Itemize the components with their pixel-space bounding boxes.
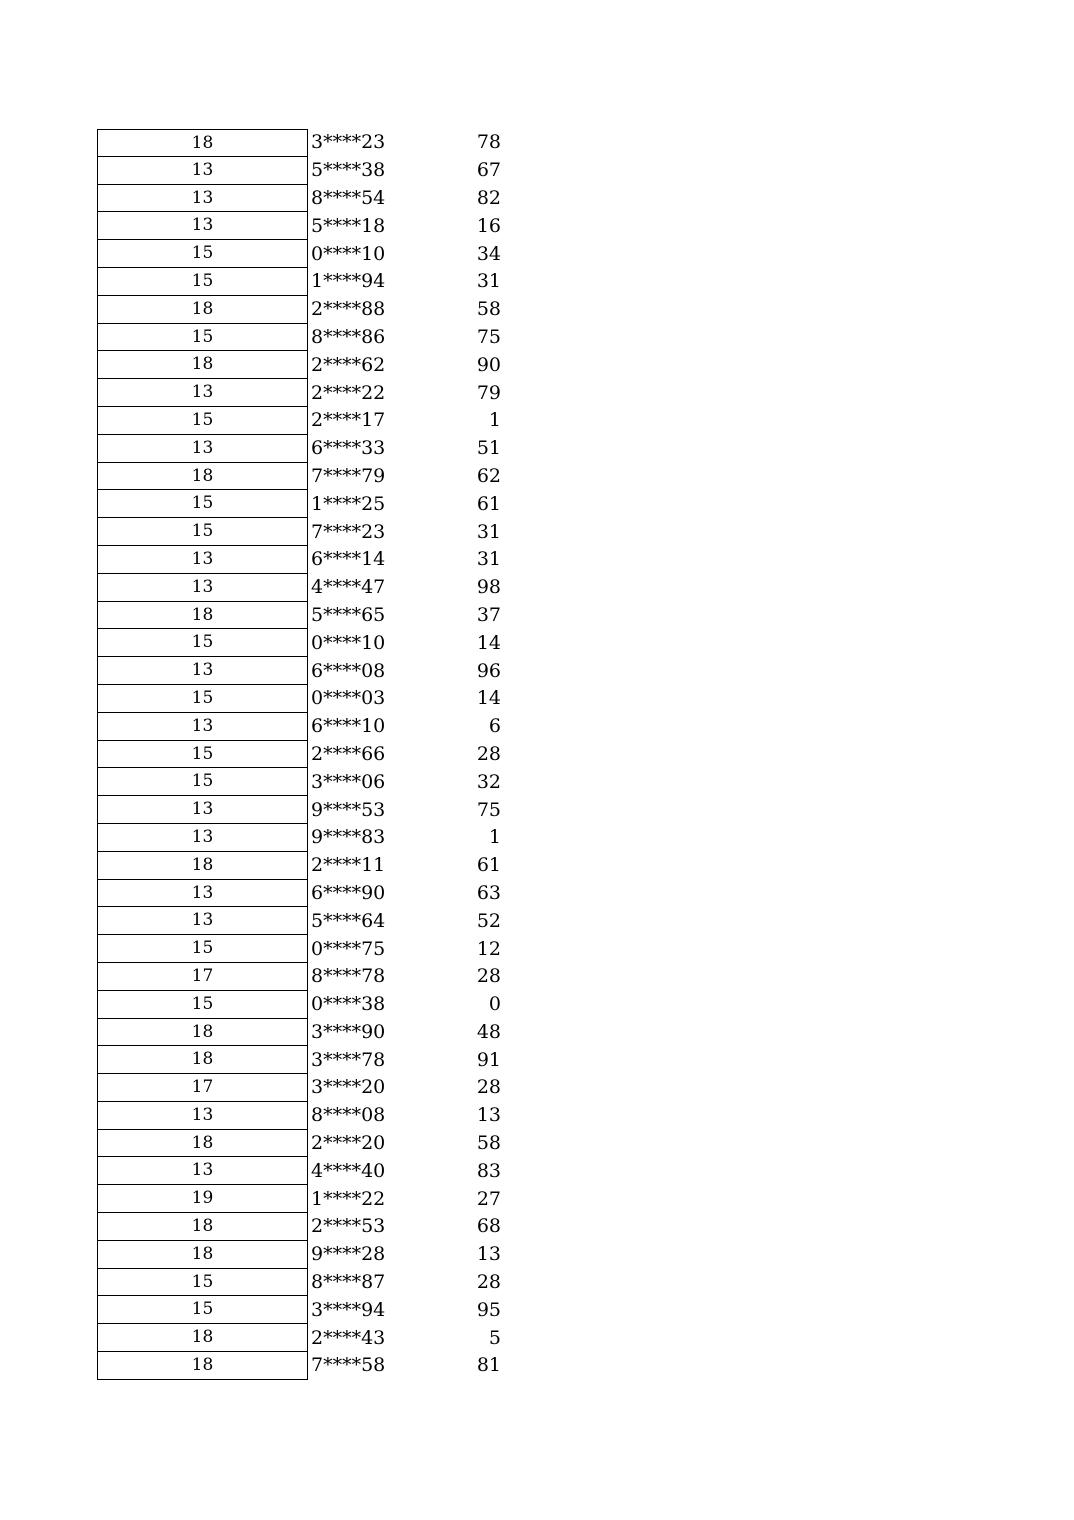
table-row [97, 379, 501, 407]
prefix-cell[interactable]: 18 [97, 1324, 308, 1352]
prefix-cell[interactable]: 13 [97, 435, 308, 463]
value-cell[interactable]: 5 [488, 1326, 501, 1349]
masked-number-cell[interactable]: 3****06 [311, 770, 386, 793]
masked-number-cell[interactable]: 6****08 [311, 659, 386, 682]
table-row [97, 991, 501, 1019]
table-row [97, 1352, 501, 1380]
table-row [97, 490, 501, 518]
table-row [97, 296, 501, 324]
prefix-cell[interactable]: 18 [97, 129, 308, 157]
prefix-cell[interactable]: 15 [97, 1269, 308, 1297]
value-cell[interactable]: 37 [476, 603, 501, 626]
value-cell[interactable]: 31 [476, 548, 501, 571]
masked-number-cell[interactable]: 8****78 [311, 965, 386, 988]
value-cell[interactable]: 68 [476, 1215, 501, 1238]
prefix-cell[interactable]: 15 [97, 935, 308, 963]
masked-number-cell[interactable]: 2****20 [311, 1132, 386, 1155]
masked-number-cell[interactable]: 1****22 [311, 1187, 386, 1210]
table-row [97, 407, 501, 435]
masked-number-cell[interactable]: 1****25 [311, 492, 386, 515]
prefix-cell[interactable]: 18 [97, 1130, 308, 1158]
prefix-cell[interactable]: 13 [97, 1102, 308, 1130]
prefix-cell[interactable]: 18 [97, 1019, 308, 1047]
value-cell[interactable]: 31 [476, 520, 501, 543]
value-cell[interactable]: 34 [476, 242, 501, 265]
prefix-cell[interactable]: 17 [97, 1074, 308, 1102]
table-row [97, 602, 501, 630]
table-row [97, 351, 501, 379]
table-row [97, 1241, 501, 1269]
table-row [97, 1269, 501, 1297]
value-cell[interactable]: 51 [476, 437, 501, 460]
masked-number-cell[interactable]: 0****03 [311, 687, 386, 710]
table-row [97, 185, 501, 213]
table-row [97, 546, 501, 574]
value-cell[interactable]: 63 [476, 881, 501, 904]
value-cell[interactable]: 62 [476, 464, 501, 487]
table-row [97, 880, 501, 908]
masked-number-cell[interactable]: 3****94 [311, 1298, 386, 1321]
masked-number-cell[interactable]: 0****38 [311, 993, 386, 1016]
prefix-cell[interactable]: 13 [97, 379, 308, 407]
prefix-cell[interactable]: 18 [97, 296, 308, 324]
value-cell[interactable]: 14 [476, 687, 501, 710]
masked-number-cell[interactable]: 2****17 [311, 409, 386, 432]
table-row [97, 1102, 501, 1130]
table-row [97, 907, 501, 935]
value-cell[interactable]: 79 [476, 381, 501, 404]
masked-number-cell[interactable]: 7****58 [311, 1354, 386, 1377]
prefix-cell[interactable]: 18 [97, 351, 308, 379]
masked-number-cell[interactable]: 9****28 [311, 1243, 386, 1266]
value-cell[interactable]: 16 [476, 214, 501, 237]
value-cell[interactable]: 91 [476, 1048, 501, 1071]
table-row [97, 741, 501, 769]
masked-number-cell[interactable]: 3****78 [311, 1048, 386, 1071]
prefix-cell[interactable]: 13 [97, 796, 308, 824]
table-row [97, 963, 501, 991]
value-cell[interactable]: 28 [476, 742, 501, 765]
table-row [97, 1324, 501, 1352]
value-cell[interactable]: 48 [476, 1020, 501, 1043]
value-cell[interactable]: 82 [476, 186, 501, 209]
table-row [97, 796, 501, 824]
prefix-cell[interactable]: 13 [97, 185, 308, 213]
prefix-cell[interactable]: 15 [97, 768, 308, 796]
table-row [97, 268, 501, 296]
prefix-cell[interactable]: 13 [97, 713, 308, 741]
value-cell[interactable]: 78 [476, 131, 501, 154]
masked-number-cell[interactable]: 7****79 [311, 464, 386, 487]
prefix-cell[interactable]: 18 [97, 1352, 308, 1380]
masked-number-cell[interactable]: 3****90 [311, 1020, 386, 1043]
prefix-cell[interactable]: 13 [97, 657, 308, 685]
prefix-cell[interactable]: 15 [97, 324, 308, 352]
prefix-cell[interactable]: 15 [97, 240, 308, 268]
masked-number-cell[interactable]: 0****75 [311, 937, 386, 960]
value-cell[interactable]: 28 [476, 1271, 501, 1294]
masked-number-cell[interactable]: 0****10 [311, 631, 386, 654]
table-row [97, 1130, 501, 1158]
masked-number-cell[interactable]: 6****14 [311, 548, 386, 571]
table-row [97, 1185, 501, 1213]
prefix-cell[interactable]: 13 [97, 546, 308, 574]
prefix-cell[interactable]: 19 [97, 1185, 308, 1213]
masked-number-cell[interactable]: 1****94 [311, 270, 386, 293]
masked-number-cell[interactable]: 2****22 [311, 381, 386, 404]
prefix-cell[interactable]: 13 [97, 212, 308, 240]
masked-number-cell[interactable]: 6****90 [311, 881, 386, 904]
table-row [97, 157, 501, 185]
table-row [97, 1157, 501, 1185]
value-cell[interactable]: 61 [476, 854, 501, 877]
masked-number-cell[interactable]: 3****23 [311, 131, 386, 154]
value-cell[interactable]: 95 [476, 1298, 501, 1321]
value-cell[interactable]: 90 [476, 353, 501, 376]
table-row [97, 1296, 501, 1324]
table-row [97, 1074, 501, 1102]
table-row [97, 1019, 501, 1047]
masked-number-cell[interactable]: 2****53 [311, 1215, 386, 1238]
table-row [97, 324, 501, 352]
masked-number-cell[interactable]: 2****66 [311, 742, 386, 765]
prefix-cell[interactable]: 18 [97, 1213, 308, 1241]
prefix-cell[interactable]: 18 [97, 852, 308, 880]
prefix-cell[interactable]: 13 [97, 574, 308, 602]
prefix-cell[interactable]: 13 [97, 824, 308, 852]
value-cell[interactable]: 75 [476, 325, 501, 348]
masked-number-cell[interactable]: 5****64 [311, 909, 386, 932]
masked-number-cell[interactable]: 8****54 [311, 186, 386, 209]
table-row [97, 435, 501, 463]
prefix-cell[interactable]: 15 [97, 741, 308, 769]
value-cell[interactable]: 1 [488, 826, 501, 849]
table-row [97, 463, 501, 491]
masked-number-cell[interactable]: 5****65 [311, 603, 386, 626]
masked-number-cell[interactable]: 6****10 [311, 715, 386, 738]
masked-number-cell[interactable]: 9****83 [311, 826, 386, 849]
value-cell[interactable]: 12 [476, 937, 501, 960]
spreadsheet-table [97, 129, 501, 1380]
table-row [97, 212, 501, 240]
value-cell[interactable]: 1 [488, 409, 501, 432]
prefix-cell[interactable]: 13 [97, 1157, 308, 1185]
value-cell[interactable]: 52 [476, 909, 501, 932]
prefix-cell[interactable]: 13 [97, 907, 308, 935]
masked-number-cell[interactable]: 5****38 [311, 159, 386, 182]
prefix-cell[interactable]: 15 [97, 991, 308, 1019]
masked-number-cell[interactable]: 6****33 [311, 437, 386, 460]
masked-number-cell[interactable]: 3****20 [311, 1076, 386, 1099]
table-row [97, 518, 501, 546]
table-row [97, 768, 501, 796]
table-row [97, 129, 501, 157]
masked-number-cell[interactable]: 9****53 [311, 798, 386, 821]
masked-number-cell[interactable]: 8****08 [311, 1104, 386, 1127]
value-cell[interactable]: 32 [476, 770, 501, 793]
value-cell[interactable]: 98 [476, 576, 501, 599]
prefix-cell[interactable]: 18 [97, 1046, 308, 1074]
value-cell[interactable]: 58 [476, 1132, 501, 1155]
prefix-cell[interactable]: 15 [97, 407, 308, 435]
table-row [97, 574, 501, 602]
value-cell[interactable]: 28 [476, 965, 501, 988]
value-cell[interactable]: 27 [476, 1187, 501, 1210]
table-row [97, 852, 501, 880]
masked-number-cell[interactable]: 8****87 [311, 1271, 386, 1294]
masked-number-cell[interactable]: 4****47 [311, 576, 386, 599]
value-cell[interactable]: 67 [476, 159, 501, 182]
prefix-cell[interactable]: 18 [97, 602, 308, 630]
prefix-cell[interactable]: 13 [97, 880, 308, 908]
value-cell[interactable]: 0 [488, 993, 501, 1016]
value-cell[interactable]: 96 [476, 659, 501, 682]
value-cell[interactable]: 81 [476, 1354, 501, 1377]
prefix-cell[interactable]: 15 [97, 685, 308, 713]
table-row [97, 629, 501, 657]
value-cell[interactable]: 75 [476, 798, 501, 821]
table-row [97, 657, 501, 685]
prefix-cell[interactable]: 18 [97, 463, 308, 491]
masked-number-cell[interactable]: 2****88 [311, 298, 386, 321]
value-cell[interactable]: 61 [476, 492, 501, 515]
prefix-cell[interactable]: 15 [97, 518, 308, 546]
prefix-cell[interactable]: 15 [97, 490, 308, 518]
prefix-cell[interactable]: 15 [97, 268, 308, 296]
prefix-cell[interactable]: 17 [97, 963, 308, 991]
table-row [97, 713, 501, 741]
masked-number-cell[interactable]: 5****18 [311, 214, 386, 237]
masked-number-cell[interactable]: 2****11 [311, 854, 386, 877]
table-row [97, 685, 501, 713]
masked-number-cell[interactable]: 8****86 [311, 325, 386, 348]
masked-number-cell[interactable]: 7****23 [311, 520, 386, 543]
prefix-cell[interactable]: 18 [97, 1241, 308, 1269]
value-cell[interactable]: 6 [488, 715, 501, 738]
table-row [97, 1213, 501, 1241]
value-cell[interactable]: 28 [476, 1076, 501, 1099]
masked-number-cell[interactable]: 4****40 [311, 1159, 386, 1182]
masked-number-cell[interactable]: 2****43 [311, 1326, 386, 1349]
prefix-cell[interactable]: 15 [97, 1296, 308, 1324]
prefix-cell[interactable]: 15 [97, 629, 308, 657]
value-cell[interactable]: 14 [476, 631, 501, 654]
prefix-cell[interactable]: 13 [97, 157, 308, 185]
table-row [97, 935, 501, 963]
value-cell[interactable]: 58 [476, 298, 501, 321]
table-row [97, 824, 501, 852]
value-cell[interactable]: 13 [476, 1243, 501, 1266]
value-cell[interactable]: 13 [476, 1104, 501, 1127]
masked-number-cell[interactable]: 0****10 [311, 242, 386, 265]
table-row [97, 1046, 501, 1074]
table-row [97, 240, 501, 268]
value-cell[interactable]: 31 [476, 270, 501, 293]
value-cell[interactable]: 83 [476, 1159, 501, 1182]
masked-number-cell[interactable]: 2****62 [311, 353, 386, 376]
